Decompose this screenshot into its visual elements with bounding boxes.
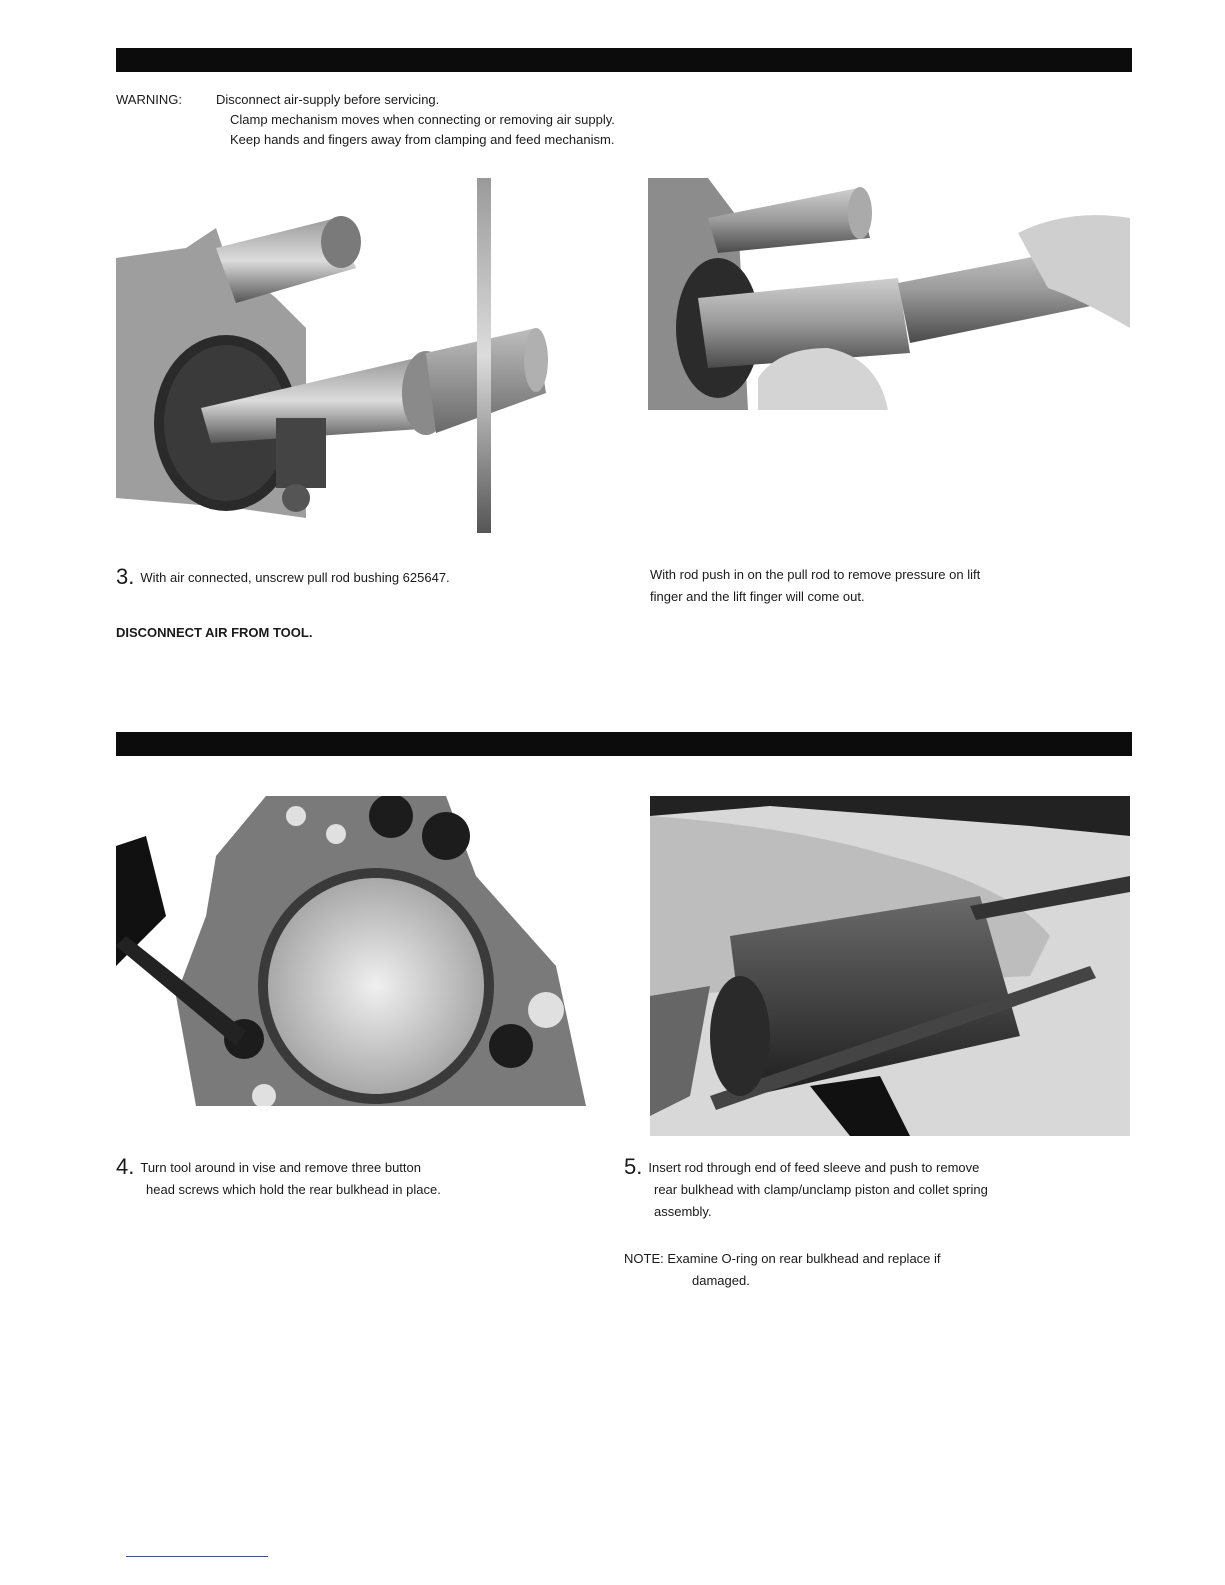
step-5-number: 5. [624, 1154, 643, 1179]
photo-push-pull-rod [648, 178, 1130, 410]
step-4-number: 4. [116, 1154, 135, 1179]
section-header-bar-2 [116, 732, 1132, 756]
warning-label: WARNING: [116, 92, 182, 107]
section-header-bar [116, 48, 1132, 72]
step-3b-caption [650, 564, 1130, 608]
footer-link-underline [126, 1556, 268, 1557]
step-3-caption [116, 566, 596, 589]
warning-line-2: Clamp mechanism moves when connecting or removing air supply. [230, 112, 615, 127]
warning-line-1: Disconnect air-supply before servicing. [216, 92, 440, 107]
photo-rear-bulkhead [116, 796, 586, 1106]
note-block [624, 1248, 1124, 1292]
photo-pull-rod-bushing [116, 178, 556, 538]
step-4-line-1: Turn tool around in vise and remove three button [140, 1160, 421, 1175]
note-line-2: damaged. [692, 1273, 750, 1288]
note-line-1: Examine O-ring on rear bulkhead and replace if [667, 1251, 941, 1266]
step-5-line-1: Insert rod through end of feed sleeve and push to remove [648, 1160, 980, 1175]
step-3-number: 3. [116, 564, 135, 589]
warning-line-3: Keep hands and fingers away from clamping and feed mechanism. [230, 132, 615, 147]
photo-insert-rod [650, 796, 1130, 1136]
step-3-callout: DISCONNECT AIR FROM TOOL. [116, 625, 313, 640]
step-3-text: With air connected, unscrew pull rod bushing 625647. [140, 570, 450, 585]
note-label: NOTE: [624, 1251, 664, 1266]
step-4-caption [116, 1156, 596, 1201]
step-3b-line-2: finger and the lift finger will come out. [650, 589, 865, 604]
step-3b-line-1: With rod push in on the pull rod to remove pressure on lift [650, 567, 981, 582]
step-4-line-2: head screws which hold the rear bulkhead in place. [146, 1182, 441, 1197]
step-5-line-2: rear bulkhead with clamp/unclamp piston and collet spring [654, 1182, 988, 1197]
step-5-line-3: assembly. [654, 1204, 712, 1219]
step-5-caption [624, 1156, 1124, 1223]
